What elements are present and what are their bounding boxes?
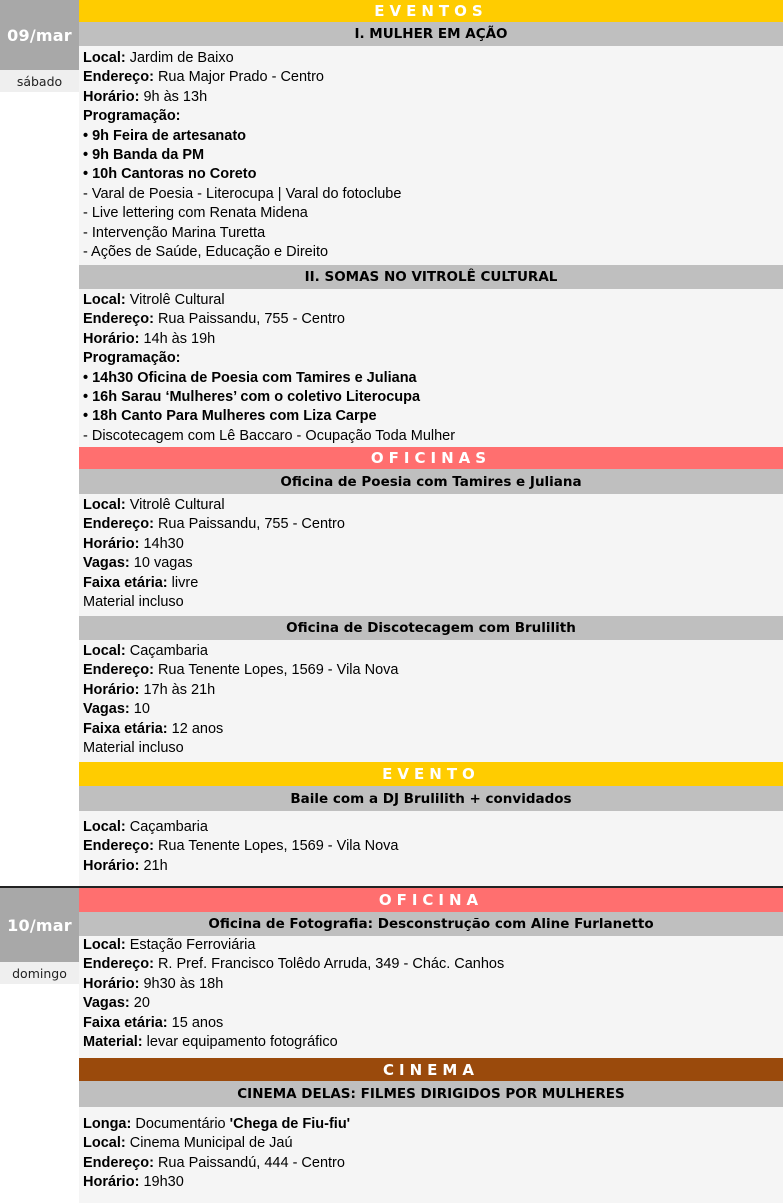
label-programacao: Programação:: [83, 350, 181, 367]
label-horario: Horário:: [83, 535, 140, 552]
program-item: • 9h Feira de artesanato: [83, 127, 247, 144]
workshop-title: Oficina de Poesia com Tamires e Juliana: [79, 469, 783, 494]
label-horario: Horário:: [83, 857, 140, 874]
category-header-evento: EVENTO: [79, 762, 783, 786]
endereco-value: Rua Paissandu, 755 - Centro: [157, 311, 345, 328]
label-local: Local:: [83, 937, 126, 953]
horario-value: 19h30: [143, 1174, 184, 1191]
label-vagas: Vagas:: [83, 555, 130, 572]
day-content: [79, 0, 783, 886]
program-extra: - Ações de Saúde, Educação e Direito: [83, 243, 329, 260]
label-endereco: Endereço:: [83, 69, 154, 86]
date-badge: 10/mar: [0, 888, 79, 962]
horario-value: 17h às 21h: [143, 681, 216, 698]
label-programacao: Programação:: [83, 108, 181, 125]
label-endereco: Endereço:: [83, 1154, 154, 1171]
workshop-title: Oficina de Discotecagem com Brulilith: [79, 616, 783, 640]
local-value: Cinema Municipal de Jaú: [129, 1135, 293, 1152]
day-10-mar: [0, 886, 783, 1203]
label-endereco: Endereço:: [83, 956, 154, 973]
faixa-etaria-value: 15 anos: [171, 1014, 224, 1031]
workshop-details: [79, 936, 783, 1058]
program-item: • 10h Cantoras no Coreto: [83, 166, 257, 183]
label-faixa-etaria: Faixa etária:: [83, 574, 168, 591]
cinema-details: [79, 1107, 783, 1203]
weekday-label: domingo: [0, 962, 79, 984]
label-endereco: Endereço:: [83, 662, 154, 679]
category-header-eventos: EVENTOS: [79, 0, 783, 22]
label-faixa-etaria: Faixa etária:: [83, 720, 168, 737]
endereco-value: Rua Paissandu, 755 - Centro: [157, 516, 345, 533]
vagas-value: 20: [133, 995, 150, 1012]
vagas-value: 10: [133, 701, 150, 718]
label-horario: Horário:: [83, 681, 140, 698]
horario-value: 14h às 19h: [143, 330, 216, 347]
local-value: Caçambaria: [129, 643, 208, 659]
local-value: Vitrolê Cultural: [129, 292, 225, 308]
label-local: Local:: [83, 497, 126, 513]
horario-value: 21h: [143, 857, 168, 874]
local-value: Caçambaria: [129, 819, 208, 835]
material-note: Material incluso: [83, 739, 184, 756]
event-title: II. SOMAS NO VITROLÊ CULTURAL: [79, 265, 783, 289]
event-details: [79, 811, 783, 883]
label-horario: Horário:: [83, 330, 140, 347]
local-value: Vitrolê Cultural: [129, 497, 225, 513]
program-extra: - Live lettering com Renata Midena: [83, 205, 308, 222]
horario-value: 9h às 13h: [143, 88, 208, 105]
vagas-value: 10 vagas: [133, 555, 193, 572]
program-extra: - Varal de Poesia - Literocupa | Varal do fotoclube: [83, 185, 402, 202]
local-value: Estação Ferroviária: [129, 937, 256, 953]
date-column: [0, 0, 79, 886]
event-title: I. MULHER EM AÇÃO: [79, 22, 783, 46]
label-endereco: Endereço:: [83, 838, 154, 855]
endereco-value: Rua Major Prado - Centro: [157, 69, 324, 86]
event-details: [79, 289, 783, 447]
label-vagas: Vagas:: [83, 995, 130, 1012]
weekday-label: sábado: [0, 70, 79, 92]
faixa-etaria-value: 12 anos: [171, 720, 224, 737]
event-title: Baile com a DJ Brulilith + convidados: [79, 786, 783, 811]
label-local: Local:: [83, 50, 126, 66]
category-header-cinema: CINEMA: [79, 1058, 783, 1081]
cinema-title: CINEMA DELAS: FILMES DIRIGIDOS POR MULHERES: [79, 1081, 783, 1107]
horario-value: 14h30: [143, 535, 184, 552]
label-horario: Horário:: [83, 88, 140, 105]
workshop-title: Oficina de Fotografia: Desconstrução com Aline Furlanetto: [79, 912, 783, 936]
label-material: Material:: [83, 1033, 143, 1050]
longa-prefix: Documentário: [135, 1116, 230, 1132]
label-endereco: Endereço:: [83, 516, 154, 533]
endereco-value: Rua Paissandú, 444 - Centro: [157, 1154, 345, 1171]
event-details: [79, 46, 783, 265]
faixa-etaria-value: livre: [171, 574, 199, 591]
label-horario: Horário:: [83, 1174, 140, 1191]
workshop-details: [79, 494, 783, 616]
program-extra: - Discotecagem com Lê Baccaro - Ocupação Toda Mulher: [83, 427, 456, 444]
label-local: Local:: [83, 643, 126, 659]
date-badge: 09/mar: [0, 0, 79, 70]
program-item: • 14h30 Oficina de Poesia com Tamires e Juliana: [83, 369, 417, 386]
program-item: • 18h Canto Para Mulheres com Liza Carpe: [83, 408, 377, 425]
program-item: • 9h Banda da PM: [83, 146, 205, 163]
endereco-value: Rua Tenente Lopes, 1569 - Vila Nova: [157, 662, 399, 679]
program-item: • 16h Sarau ‘Mulheres’ com o coletivo Literocupa: [83, 388, 421, 405]
date-column: [0, 888, 79, 1203]
day-content: [79, 888, 783, 1203]
label-horario: Horário:: [83, 975, 140, 992]
category-header-oficinas: OFICINAS: [79, 447, 783, 469]
label-local: Local:: [83, 1135, 126, 1152]
workshop-details: [79, 640, 783, 762]
category-header-oficina: OFICINA: [79, 888, 783, 912]
horario-value: 9h30 às 18h: [143, 975, 224, 992]
label-vagas: Vagas:: [83, 701, 130, 718]
endereco-value: Rua Tenente Lopes, 1569 - Vila Nova: [157, 838, 399, 855]
label-faixa-etaria: Faixa etária:: [83, 1014, 168, 1031]
program-extra: - Intervenção Marina Turetta: [83, 224, 266, 241]
endereco-value: R. Pref. Francisco Tolêdo Arruda, 349 - Chác. Canhos: [157, 956, 505, 973]
label-local: Local:: [83, 819, 126, 835]
material-note: Material incluso: [83, 593, 184, 610]
local-value: Jardim de Baixo: [129, 50, 234, 66]
label-local: Local:: [83, 292, 126, 308]
film-title: 'Chega de Fiu-fiu': [229, 1116, 351, 1132]
label-longa: Longa:: [83, 1116, 132, 1132]
label-endereco: Endereço:: [83, 311, 154, 328]
material-value: levar equipamento fotográfico: [146, 1033, 338, 1050]
